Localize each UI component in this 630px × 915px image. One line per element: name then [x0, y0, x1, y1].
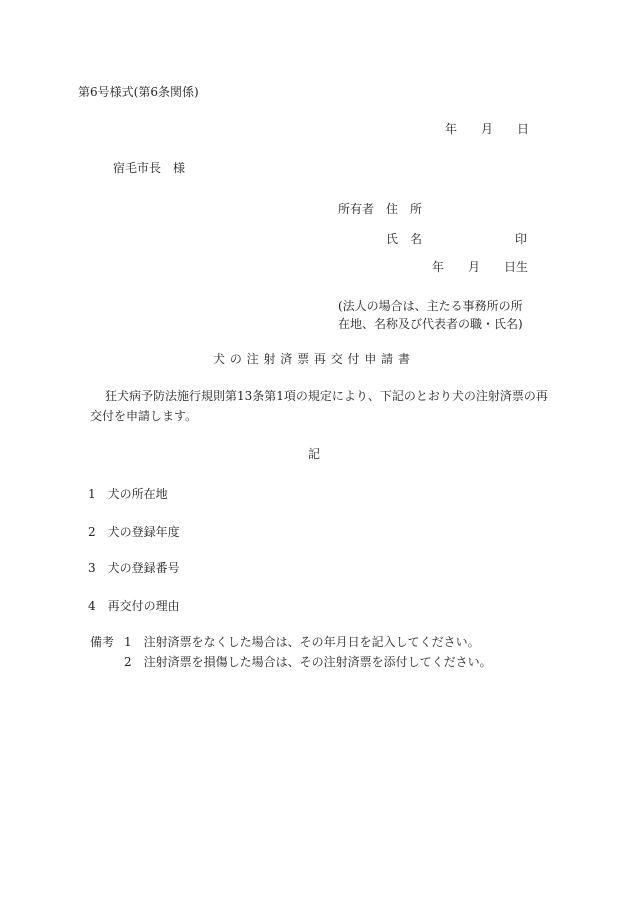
- list-item-dog-location: 1 犬の所在地: [88, 487, 168, 501]
- ki-heading: 記: [308, 447, 321, 461]
- form-number: 第6号様式(第6条関係): [78, 85, 199, 99]
- addressee: 宿毛市長 様: [113, 161, 186, 175]
- remark-item-1: 1 注射済票をなくした場合は、その年月日を記入してください。: [124, 635, 480, 649]
- body-text-line-2: 交付を申請します。: [90, 409, 198, 423]
- body-text-line-1: 狂犬病予防法施行規則第13条第1項の規定により、下記のとおり犬の注射済票の再: [105, 389, 548, 403]
- owner-birth-date-line: 年 月 日生: [432, 260, 529, 274]
- list-item-registration-number: 3 犬の登録番号: [88, 561, 180, 575]
- corporation-note-line-1: (法人の場合は、主たる事務所の所: [338, 299, 523, 313]
- list-item-reissue-reason: 4 再交付の理由: [88, 599, 180, 613]
- owner-address-label: 所有者 住 所: [338, 202, 423, 216]
- document-title: 犬 の 注 射 済 票 再 交 付 申 請 書: [213, 352, 411, 366]
- remarks-heading: 備考: [90, 635, 115, 649]
- seal-mark: 印: [515, 232, 528, 246]
- list-item-registration-year: 2 犬の登録年度: [88, 525, 180, 539]
- remark-item-2: 2 注射済票を損傷した場合は、その注射済票を添付してください。: [124, 655, 492, 669]
- owner-name-label: 氏 名: [386, 232, 423, 246]
- corporation-note-line-2: 在地、名称及び代表者の職・氏名): [338, 317, 523, 331]
- application-date-line: 年 月 日: [445, 122, 530, 136]
